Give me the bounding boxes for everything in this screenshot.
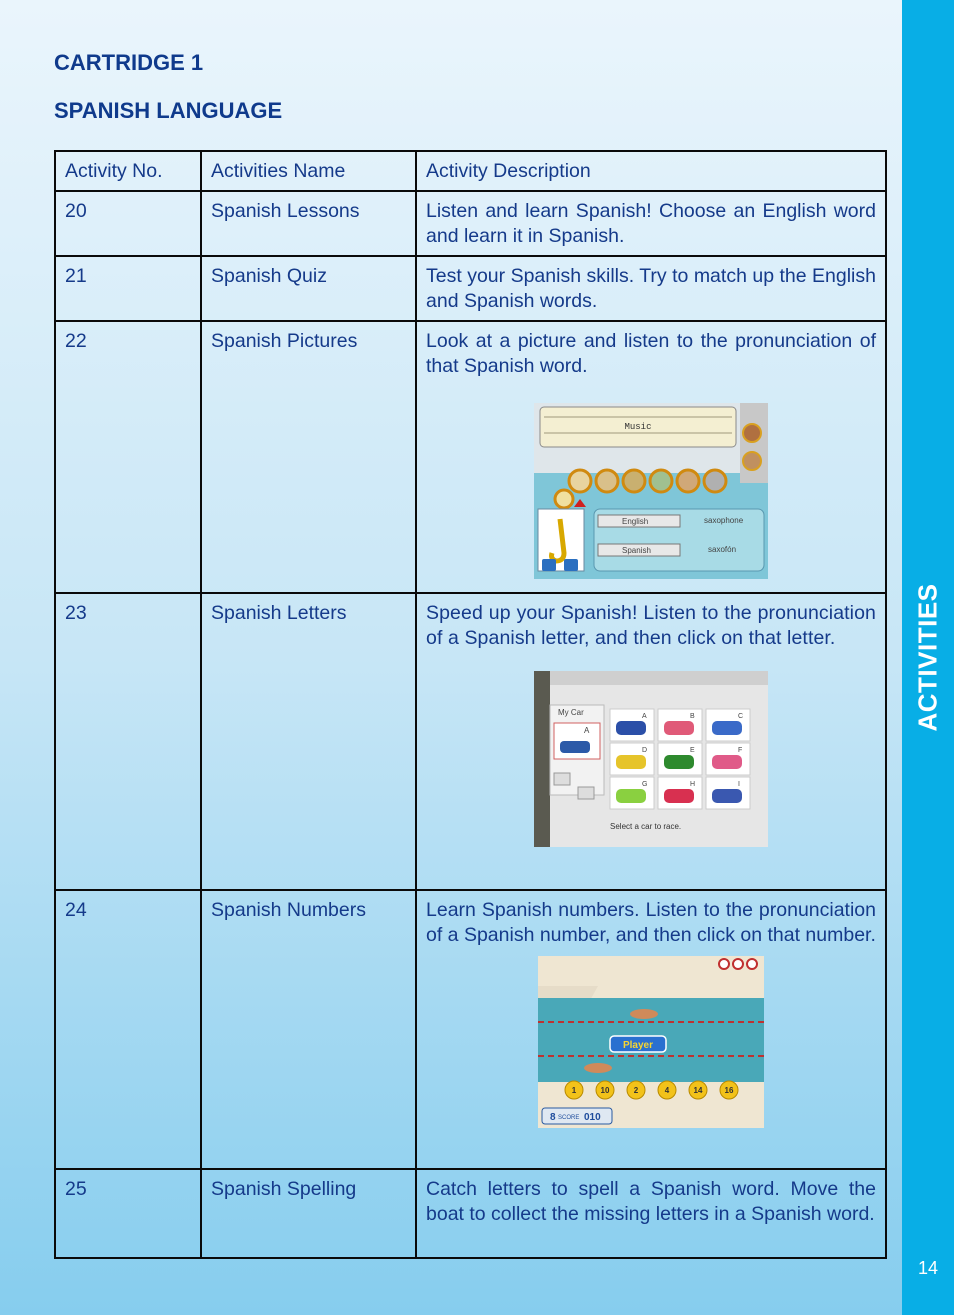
- table-row: [55, 191, 886, 256]
- life-icon: [733, 959, 743, 969]
- car-letter: H: [690, 781, 696, 788]
- letters-prompt: Select a car to race.: [610, 822, 682, 831]
- car-letter: A: [642, 713, 647, 720]
- pictures-title: Music: [624, 422, 652, 432]
- player-label: Player: [622, 1040, 654, 1051]
- activity-description: [416, 256, 886, 321]
- label-spanish: Spanish: [622, 546, 651, 555]
- number-choice: 14: [693, 1086, 703, 1095]
- activities-table: [54, 150, 887, 1259]
- flag-icon: [743, 424, 761, 442]
- activities-tab-label: ACTIVITIES: [912, 583, 943, 732]
- activity-description-text: Learn Spanish numbers. Listen to the pronunciation of a Spanish number, and then click on that number.: [426, 899, 876, 946]
- activity-description-text: Test your Spanish skills. Try to match up the English and Spanish words.: [426, 265, 876, 312]
- table-row: [55, 890, 886, 1169]
- activity-description: [416, 191, 886, 256]
- swimmer-icon: [630, 1009, 658, 1019]
- activity-name: Spanish Quiz: [201, 256, 416, 321]
- prev-arrow-icon: [554, 773, 570, 785]
- car-letter: B: [690, 713, 695, 720]
- car-letter: G: [642, 781, 648, 788]
- activity-no: 24: [55, 890, 201, 1169]
- page-number: 14: [917, 1258, 939, 1278]
- activity-description-text: Listen and learn Spanish! Choose an English word and learn it in Spanish.: [426, 200, 876, 247]
- activity-no: 25: [55, 1169, 201, 1258]
- activity-no: 22: [55, 321, 201, 593]
- character-icon: [743, 452, 761, 470]
- activity-name: Spanish Lessons: [201, 191, 416, 256]
- table-header-row: [55, 151, 886, 191]
- word-english: saxophone: [704, 516, 744, 525]
- car-letter: I: [738, 781, 740, 788]
- car-letter: D: [642, 747, 648, 754]
- life-icon: [719, 959, 729, 969]
- label-english: English: [622, 517, 649, 526]
- car-letter: C: [738, 713, 744, 720]
- activity-description-text: Catch letters to spell a Spanish word. Move the boat to collect the missing letters in a Spanish word.: [426, 1178, 876, 1225]
- table-row: [55, 593, 886, 890]
- table-row: [55, 1169, 886, 1258]
- header-activity-no: Activity No.: [55, 151, 201, 191]
- number-choice: 1: [571, 1086, 577, 1095]
- activity-no: 23: [55, 593, 201, 890]
- prev-arrow-icon: [542, 559, 556, 571]
- my-car-label: My Car: [558, 708, 584, 717]
- score-value: 010: [584, 1112, 601, 1123]
- activity-no: 21: [55, 256, 201, 321]
- word-spanish: saxofón: [708, 545, 737, 554]
- number-choice: 4: [664, 1086, 670, 1095]
- activity-name: Spanish Letters: [201, 593, 416, 890]
- next-arrow-icon: [564, 559, 578, 571]
- activity-description: [416, 593, 886, 890]
- activity-description: [416, 1169, 886, 1258]
- number-choice: 16: [724, 1086, 734, 1095]
- header-activity-name: Activities Name: [201, 151, 416, 191]
- number-choice: 10: [600, 1086, 610, 1095]
- spanish-pictures-screenshot: [534, 403, 768, 579]
- activities-tab: [902, 585, 954, 730]
- spanish-letters-screenshot: [534, 671, 768, 847]
- car-grid: [610, 709, 750, 809]
- activity-description: [416, 890, 886, 1169]
- lives-digit: 8: [550, 1112, 556, 1123]
- life-icon: [747, 959, 757, 969]
- player-swimmer-icon: [584, 1063, 612, 1073]
- my-car-letter: A: [584, 726, 590, 735]
- spanish-numbers-screenshot: [538, 956, 764, 1128]
- score-label: SCORE: [558, 1115, 580, 1121]
- car-letter: F: [738, 747, 743, 754]
- table-row: [55, 321, 886, 593]
- table-row: [55, 256, 886, 321]
- activity-no: 20: [55, 191, 201, 256]
- car-letter: E: [690, 747, 695, 754]
- sidebar: [902, 0, 954, 1315]
- activity-name: Spanish Spelling: [201, 1169, 416, 1258]
- number-choice: 2: [633, 1086, 639, 1095]
- activity-description: [416, 321, 886, 593]
- activity-description-text: Look at a picture and listen to the pronunciation of that Spanish word.: [426, 330, 876, 377]
- section-title: SPANISH LANGUAGE: [54, 98, 283, 123]
- cartridge-title: CARTRIDGE 1: [54, 50, 204, 75]
- next-arrow-icon: [578, 787, 594, 799]
- activity-name: Spanish Pictures: [201, 321, 416, 593]
- activity-name: Spanish Numbers: [201, 890, 416, 1169]
- header-activity-description: Activity Description: [416, 151, 886, 191]
- activity-description-text: Speed up your Spanish! Listen to the pronunciation of a Spanish letter, and then click on that letter.: [426, 602, 876, 649]
